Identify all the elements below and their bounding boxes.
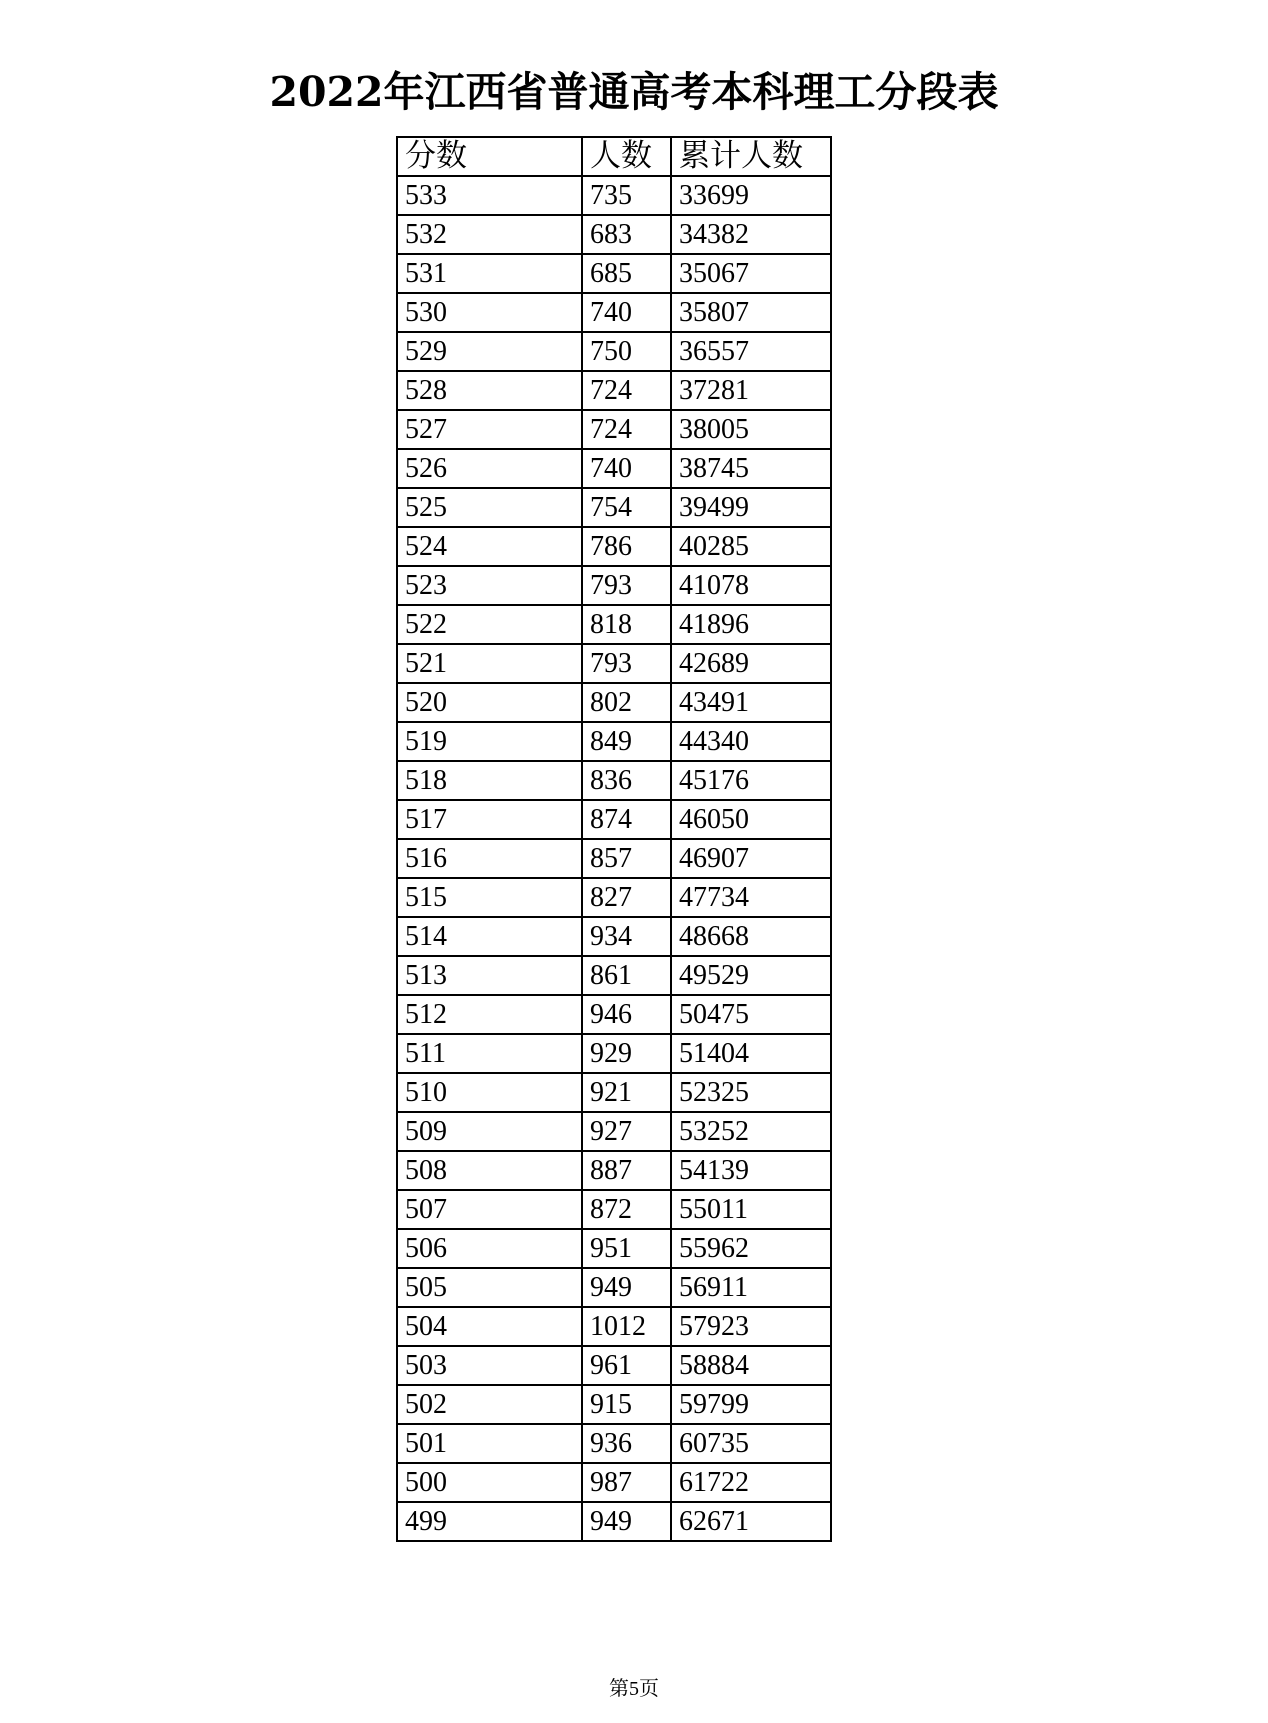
count-cell: 786 — [582, 527, 671, 566]
cumulative-cell: 46907 — [671, 839, 831, 878]
score-cell: 528 — [397, 371, 582, 410]
cumulative-cell: 56911 — [671, 1268, 831, 1307]
cumulative-cell: 47734 — [671, 878, 831, 917]
cumulative-cell: 55962 — [671, 1229, 831, 1268]
page-title: 2022年江西省普通高考本科理工分段表 — [269, 68, 999, 116]
cumulative-cell: 60735 — [671, 1424, 831, 1463]
count-cell: 887 — [582, 1151, 671, 1190]
score-cell: 515 — [397, 878, 582, 917]
score-cell: 517 — [397, 800, 582, 839]
score-cell: 506 — [397, 1229, 582, 1268]
table-row — [397, 293, 831, 332]
score-cell: 524 — [397, 527, 582, 566]
count-cell: 872 — [582, 1190, 671, 1229]
header-cumulative: 累计人数 — [671, 137, 831, 176]
score-cell: 504 — [397, 1307, 582, 1346]
table-row — [397, 488, 831, 527]
table-row — [397, 1073, 831, 1112]
count-cell: 921 — [582, 1073, 671, 1112]
table-header-row — [397, 137, 831, 176]
table-row — [397, 1268, 831, 1307]
table-row — [397, 332, 831, 371]
cumulative-cell: 57923 — [671, 1307, 831, 1346]
count-cell: 927 — [582, 1112, 671, 1151]
score-cell: 529 — [397, 332, 582, 371]
table-row — [397, 527, 831, 566]
count-cell: 836 — [582, 761, 671, 800]
table-body — [397, 176, 831, 1541]
count-cell: 936 — [582, 1424, 671, 1463]
table-row — [397, 722, 831, 761]
score-cell: 510 — [397, 1073, 582, 1112]
table-row — [397, 605, 831, 644]
cumulative-cell: 42689 — [671, 644, 831, 683]
table-row — [397, 1112, 831, 1151]
cumulative-cell: 54139 — [671, 1151, 831, 1190]
cumulative-cell: 52325 — [671, 1073, 831, 1112]
score-cell: 499 — [397, 1502, 582, 1541]
count-cell: 793 — [582, 566, 671, 605]
count-cell: 740 — [582, 449, 671, 488]
count-cell: 683 — [582, 215, 671, 254]
cumulative-cell: 59799 — [671, 1385, 831, 1424]
count-cell: 949 — [582, 1268, 671, 1307]
cumulative-cell: 40285 — [671, 527, 831, 566]
cumulative-cell: 41078 — [671, 566, 831, 605]
cumulative-cell: 49529 — [671, 956, 831, 995]
score-cell: 500 — [397, 1463, 582, 1502]
count-cell: 934 — [582, 917, 671, 956]
count-cell: 740 — [582, 293, 671, 332]
table-row — [397, 1424, 831, 1463]
count-cell: 735 — [582, 176, 671, 215]
table-row — [397, 839, 831, 878]
count-cell: 750 — [582, 332, 671, 371]
table-row — [397, 371, 831, 410]
score-cell: 503 — [397, 1346, 582, 1385]
score-cell: 532 — [397, 215, 582, 254]
score-cell: 514 — [397, 917, 582, 956]
score-cell: 507 — [397, 1190, 582, 1229]
count-cell: 929 — [582, 1034, 671, 1073]
table-row — [397, 1229, 831, 1268]
cumulative-cell: 61722 — [671, 1463, 831, 1502]
count-cell: 946 — [582, 995, 671, 1034]
score-cell: 527 — [397, 410, 582, 449]
cumulative-cell: 62671 — [671, 1502, 831, 1541]
table-row — [397, 761, 831, 800]
score-cell: 523 — [397, 566, 582, 605]
table-row — [397, 1307, 831, 1346]
table-row — [397, 800, 831, 839]
score-cell: 518 — [397, 761, 582, 800]
cumulative-cell: 44340 — [671, 722, 831, 761]
table-row — [397, 995, 831, 1034]
count-cell: 949 — [582, 1502, 671, 1541]
count-cell: 987 — [582, 1463, 671, 1502]
score-cell: 502 — [397, 1385, 582, 1424]
table-row — [397, 176, 831, 215]
cumulative-cell: 38005 — [671, 410, 831, 449]
score-cell: 531 — [397, 254, 582, 293]
cumulative-cell: 38745 — [671, 449, 831, 488]
table-row — [397, 410, 831, 449]
table-row — [397, 1385, 831, 1424]
cumulative-cell: 34382 — [671, 215, 831, 254]
cumulative-cell: 39499 — [671, 488, 831, 527]
count-cell: 724 — [582, 410, 671, 449]
header-score: 分数 — [397, 137, 582, 176]
score-cell: 511 — [397, 1034, 582, 1073]
header-count: 人数 — [582, 137, 671, 176]
cumulative-cell: 50475 — [671, 995, 831, 1034]
cumulative-cell: 45176 — [671, 761, 831, 800]
table-row — [397, 254, 831, 293]
table-row — [397, 449, 831, 488]
count-cell: 849 — [582, 722, 671, 761]
score-cell: 505 — [397, 1268, 582, 1307]
cumulative-cell: 35067 — [671, 254, 831, 293]
count-cell: 1012 — [582, 1307, 671, 1346]
count-cell: 951 — [582, 1229, 671, 1268]
table-row — [397, 1346, 831, 1385]
table-row — [397, 644, 831, 683]
score-cell: 521 — [397, 644, 582, 683]
score-cell: 508 — [397, 1151, 582, 1190]
count-cell: 827 — [582, 878, 671, 917]
cumulative-cell: 33699 — [671, 176, 831, 215]
table-row — [397, 878, 831, 917]
score-cell: 520 — [397, 683, 582, 722]
score-cell: 516 — [397, 839, 582, 878]
cumulative-cell: 35807 — [671, 293, 831, 332]
score-cell: 512 — [397, 995, 582, 1034]
score-cell: 533 — [397, 176, 582, 215]
table-row — [397, 1190, 831, 1229]
table-row — [397, 215, 831, 254]
count-cell: 802 — [582, 683, 671, 722]
cumulative-cell: 53252 — [671, 1112, 831, 1151]
cumulative-cell: 58884 — [671, 1346, 831, 1385]
score-cell: 513 — [397, 956, 582, 995]
score-cell: 501 — [397, 1424, 582, 1463]
count-cell: 793 — [582, 644, 671, 683]
cumulative-cell: 37281 — [671, 371, 831, 410]
table-row — [397, 1151, 831, 1190]
score-cell: 522 — [397, 605, 582, 644]
score-cell: 526 — [397, 449, 582, 488]
table-row — [397, 683, 831, 722]
count-cell: 915 — [582, 1385, 671, 1424]
score-cell: 525 — [397, 488, 582, 527]
count-cell: 961 — [582, 1346, 671, 1385]
cumulative-cell: 36557 — [671, 332, 831, 371]
cumulative-cell: 51404 — [671, 1034, 831, 1073]
table-row — [397, 1463, 831, 1502]
table-row — [397, 956, 831, 995]
score-distribution-table — [396, 136, 832, 1542]
count-cell: 874 — [582, 800, 671, 839]
table-row — [397, 1502, 831, 1541]
count-cell: 857 — [582, 839, 671, 878]
cumulative-cell: 46050 — [671, 800, 831, 839]
page-number: 第5页 — [609, 1678, 659, 1700]
score-cell: 509 — [397, 1112, 582, 1151]
cumulative-cell: 48668 — [671, 917, 831, 956]
count-cell: 861 — [582, 956, 671, 995]
cumulative-cell: 43491 — [671, 683, 831, 722]
score-cell: 519 — [397, 722, 582, 761]
count-cell: 724 — [582, 371, 671, 410]
count-cell: 685 — [582, 254, 671, 293]
table-row — [397, 566, 831, 605]
table-row — [397, 917, 831, 956]
count-cell: 818 — [582, 605, 671, 644]
cumulative-cell: 55011 — [671, 1190, 831, 1229]
table-row — [397, 1034, 831, 1073]
cumulative-cell: 41896 — [671, 605, 831, 644]
score-cell: 530 — [397, 293, 582, 332]
count-cell: 754 — [582, 488, 671, 527]
